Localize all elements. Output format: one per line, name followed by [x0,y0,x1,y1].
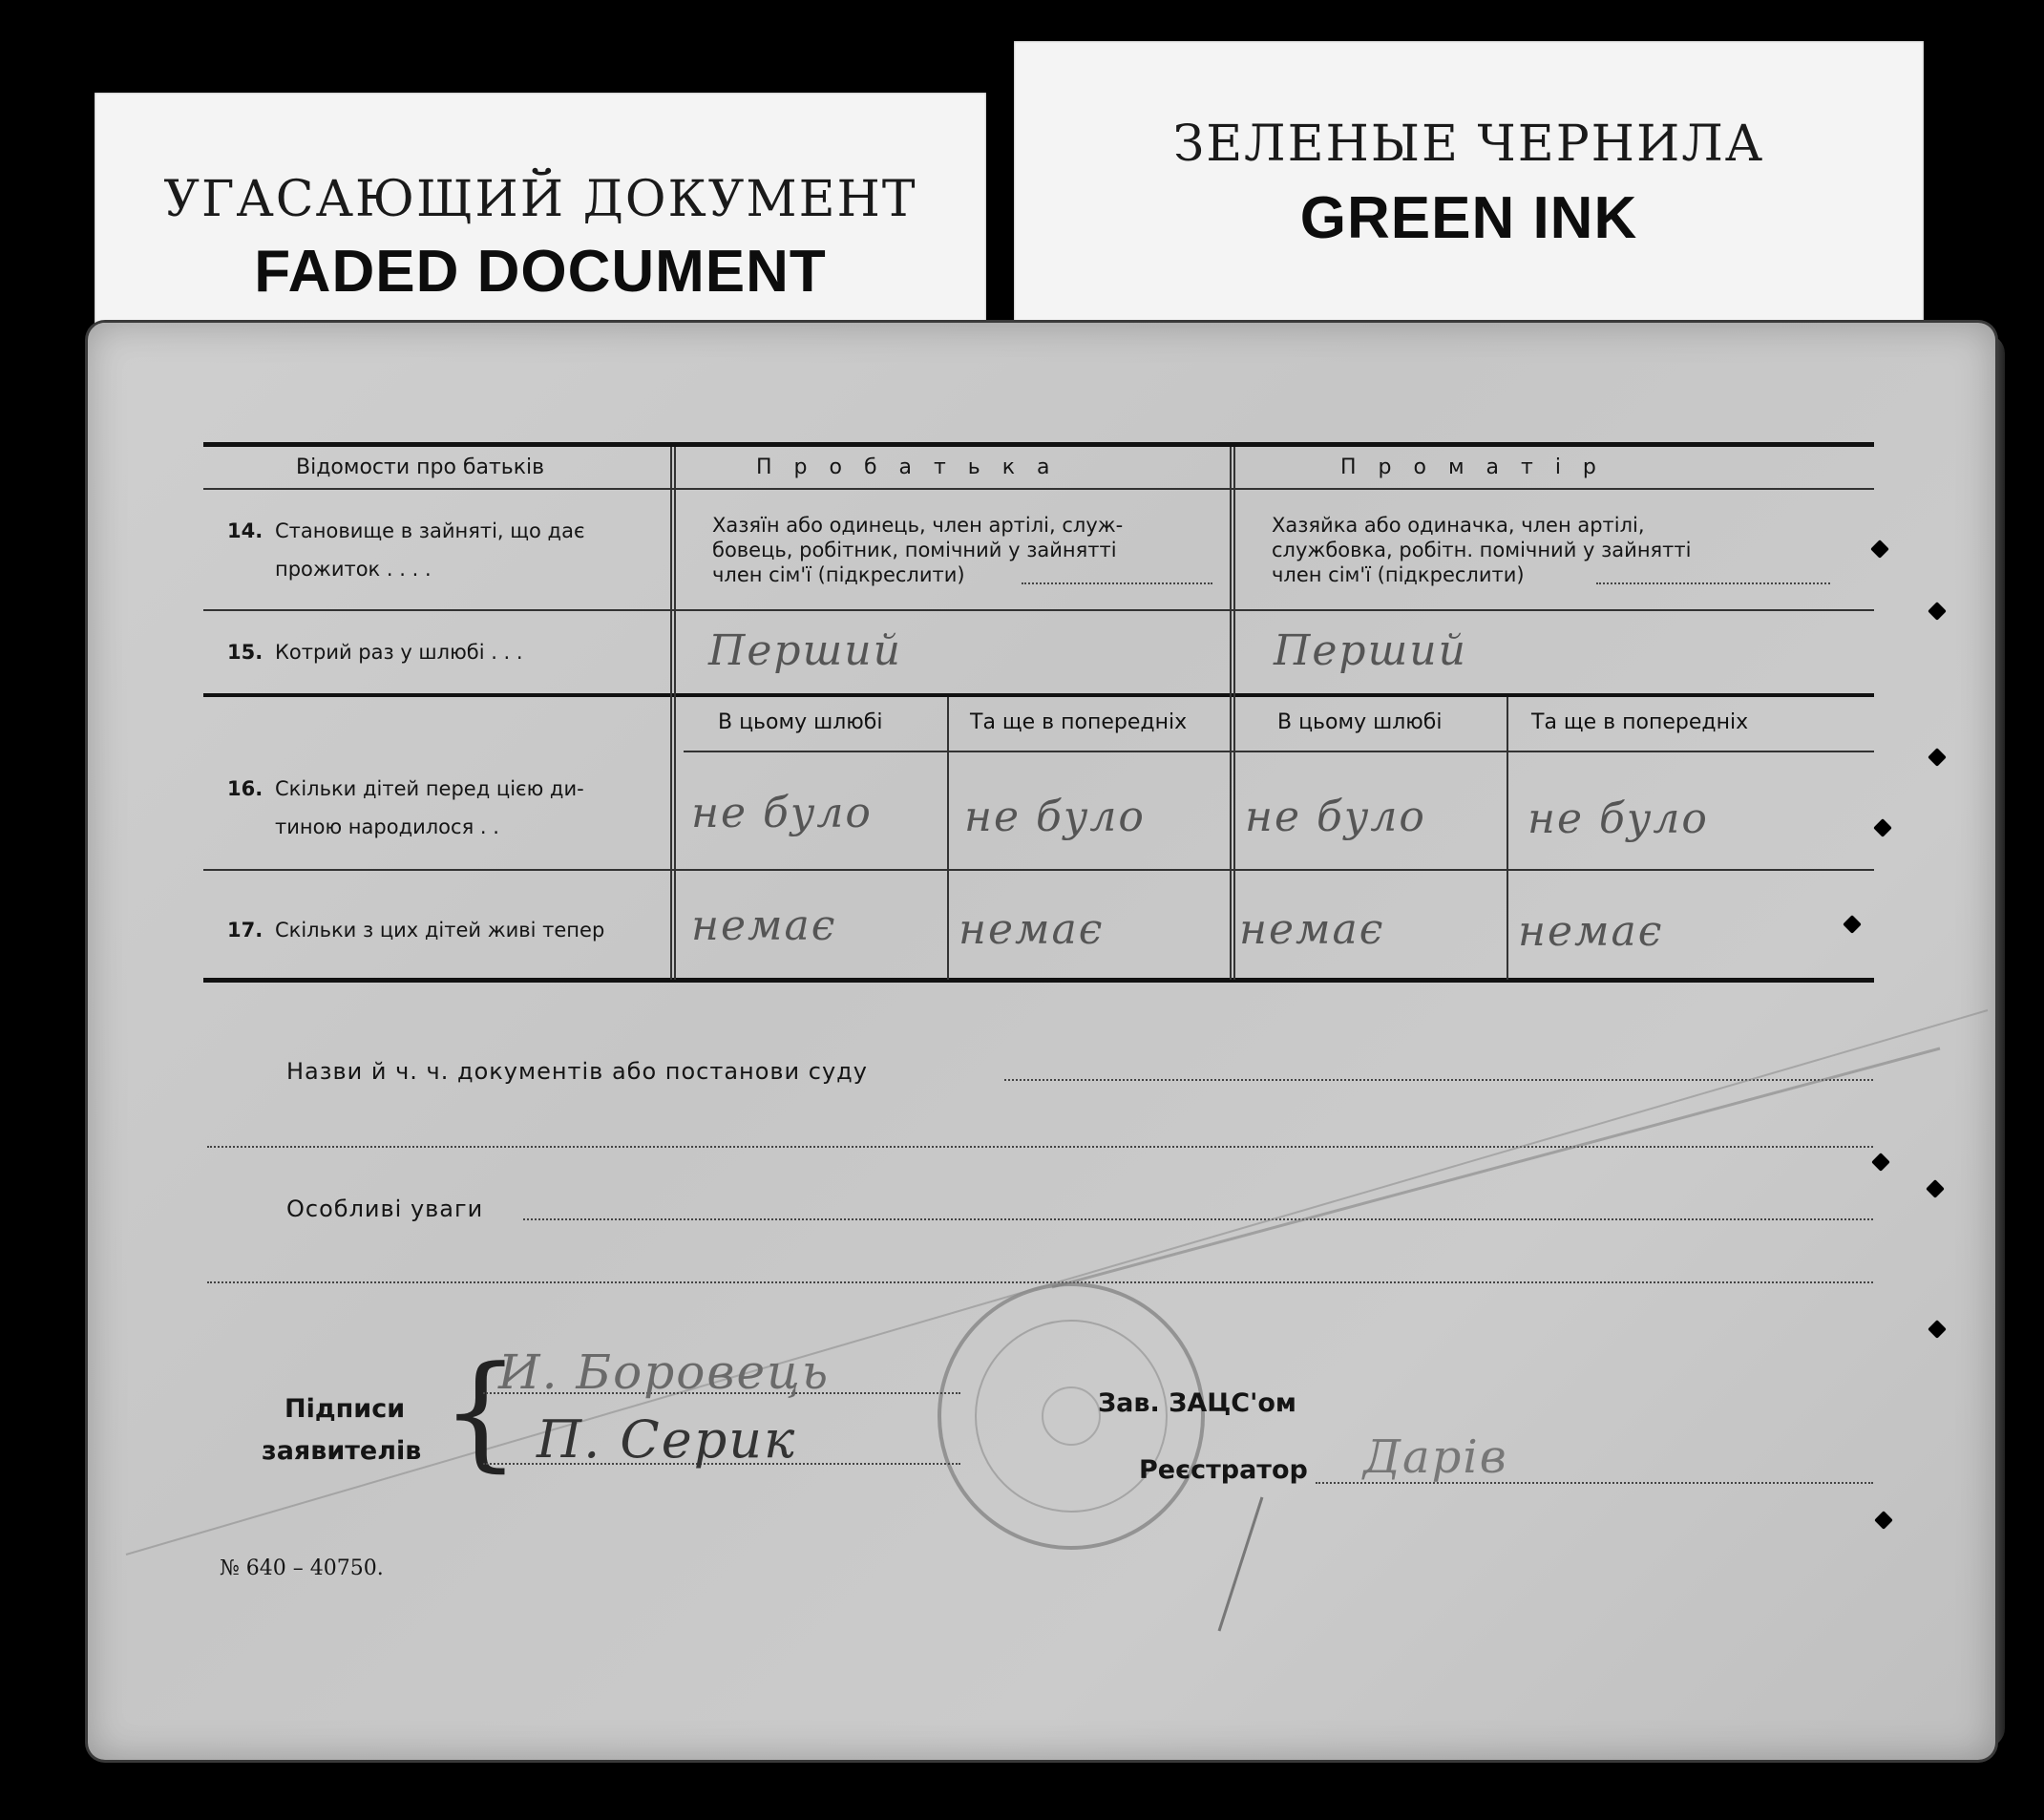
document-page [88,323,1995,1760]
faded-label-en: FADED DOCUMENT [254,239,827,305]
signatures-brace: { [441,1339,520,1484]
subheader-father-prev: Та ще в попередніх [970,710,1188,734]
signature-2: П. Серик [537,1409,797,1470]
signatures-label-2: заявителів [262,1436,422,1466]
faded-label-ru: УГАСАЮЩИЙ ДОКУМЕНТ [163,171,917,228]
remarks-label: Особливі уваги [286,1196,484,1222]
signatures-label-1: Підписи [284,1394,406,1424]
row16-label-2: тиною народилося . . [275,815,499,838]
row15-father-handwritten: Перший [708,626,902,675]
header-col2: П р о б а т ь к а [756,455,1058,479]
registrar-label: Реєстратор [1139,1455,1308,1485]
row14-mother-1: Хазяйка або одиначка, член артілі, [1272,514,1645,537]
green-ink-label [1014,41,1924,328]
registrar-signature: Дарів [1363,1430,1508,1484]
documents-label: Назви й ч. ч. документів або постанови суду [286,1058,868,1085]
row14-mother-3: член сім'ї (підкреслити) [1272,563,1525,586]
faded-document-label [95,93,986,343]
row16-value-2: не було [964,793,1146,841]
row14-num: 14. [227,519,263,542]
row16-label-1: Скільки дітей перед цією ди- [275,777,584,800]
row16-value-3: не було [1245,793,1426,841]
green-label-en: GREEN INK [1299,185,1638,251]
row15-num: 15. [227,641,263,664]
row16-num: 16. [227,777,263,800]
head-label: Зав. ЗАЦС'ом [1098,1388,1296,1418]
row17-value-4: немає [1518,907,1664,956]
row14-mother-2: службовка, робітн. помічний у зайнятті [1272,539,1692,561]
subheader-father-this: В цьому шлюбі [718,710,883,734]
subheader-mother-prev: Та ще в попередніх [1531,710,1749,734]
signature-1: И. Боровець [498,1344,831,1400]
row16-value-1: не було [691,789,873,837]
row17-value-3: немає [1239,905,1385,954]
row17-num: 17. [227,919,263,942]
row15-mother-handwritten: Перший [1274,626,1467,675]
green-label-ru: ЗЕЛЕНЫЕ ЧЕРНИЛА [1172,116,1765,173]
row14-father-3: член сім'ї (підкреслити) [712,563,965,586]
row14-father-1: Хазяїн або одинець, член артілі, служ- [712,514,1124,537]
subheader-mother-this: В цьому шлюбі [1277,710,1443,734]
row17-value-2: немає [959,905,1105,954]
row14-label-2: прожиток . . . . [275,558,432,581]
row17-value-1: немає [691,901,837,950]
row14-father-2: бовець, робітник, помічний у зайнятті [712,539,1117,561]
row14-label-1: Становище в зайняті, що дає [275,519,585,542]
form-number: № 640 – 40750. [220,1556,384,1580]
header-col1: Відомости про батьків [296,455,545,479]
header-col3: П р о м а т і р [1340,455,1604,479]
row16-value-4: не було [1528,794,1709,843]
row15-label: Котрий раз у шлюбі . . . [275,641,523,664]
pencil-strokes [88,323,1995,1760]
row17-label: Скільки з цих дітей живі тепер [275,919,605,942]
